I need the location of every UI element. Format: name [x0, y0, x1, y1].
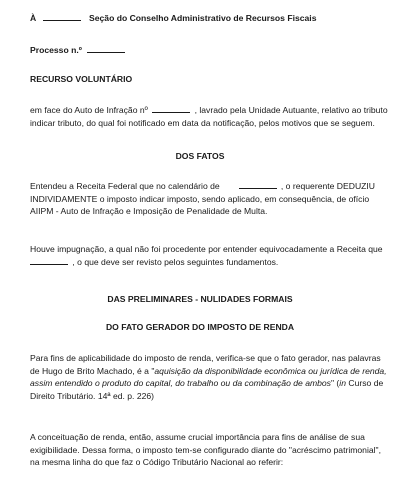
intro-paragraph: [30, 104, 388, 129]
preliminares-paragraph-2: [30, 431, 381, 469]
preliminares-paragraph-1: [30, 352, 387, 402]
calendar-year-blank[interactable]: [239, 180, 277, 189]
reason-blank[interactable]: [30, 256, 68, 265]
fatos-p1-line-1: Entendeu a Receita Federal que no calendário de , o requerente DEDUZIU: [30, 181, 375, 191]
fatos-paragraph-2: [30, 243, 383, 268]
intro-line-1: em face do Auto de Infração nº , lavrado pela Unidade Autuante, relativo ao tributo: [30, 105, 388, 115]
fatos-p1-line-2: INDIVIDAMENTE o imposto indicar imposto, sendo aplicado, em consequência, de ofício: [30, 193, 370, 204]
section-subheading-fato-gerador: DO FATO GERADOR DO IMPOSTO DE RENDA: [105, 322, 295, 332]
addressee-prefix: À: [30, 13, 37, 23]
document-type: RECURSO VOLUNTÁRIO: [30, 74, 133, 84]
intro-line-2: indicar tributo, do qual foi notificado em data da notificação, pelos motivos que se seguem.: [30, 117, 375, 128]
prelim-p2-line-2: exigibilidade. Dessa forma, o imposto tem-se configurado diante do "acréscimo patrimonial",: [30, 444, 381, 455]
section-heading-fatos: DOS FATOS: [175, 151, 225, 161]
fatos-p1-line-3: AIIPM - Auto de Infração e Imposição de Penalidade de Multa.: [30, 206, 268, 217]
process-number-blank[interactable]: [87, 44, 125, 53]
infraction-number-blank[interactable]: [152, 104, 190, 113]
prelim-p1-line-2: de Hugo de Brito Machado, é a "aquisição da disponibilidade econômica ou jurídica de renda,: [30, 365, 387, 376]
process-number-line: [30, 44, 125, 56]
prelim-p2-line-1: A conceituação de renda, então, assume crucial importância para fins de análise de sua: [30, 432, 365, 442]
addressee-line: [30, 12, 316, 24]
addressee-text: Seção do Conselho Administrativo de Recursos Fiscais: [89, 13, 317, 23]
fatos-paragraph-1: [30, 180, 375, 218]
prelim-p1-line-3: assim entendido o produto do capital, do trabalho ou da combinação de ambos" (in Curso de: [30, 378, 384, 389]
fatos-p2-line-2: , o que deve ser revisto pelos seguintes fundamentos.: [30, 256, 375, 269]
prelim-p1-line-4: Direito Tributário. 14ª ed. p. 226): [30, 390, 155, 401]
process-label: Processo n.º: [30, 45, 82, 55]
addressee-blank[interactable]: [43, 12, 81, 21]
prelim-p2-line-3: na mesma linha do que faz o Código Tributário Nacional ao referir:: [30, 457, 284, 468]
prelim-p1-line-1: Para fins de aplicabilidade do imposto de renda, verifica-se que o fato gerador, nas palavras: [30, 353, 381, 363]
fatos-p2-line-1: Houve impugnação, a qual não foi procedente por entender equivocadamente a Receita que: [30, 244, 383, 254]
section-heading-preliminares: DAS PRELIMINARES - NULIDADES FORMAIS: [107, 294, 293, 304]
